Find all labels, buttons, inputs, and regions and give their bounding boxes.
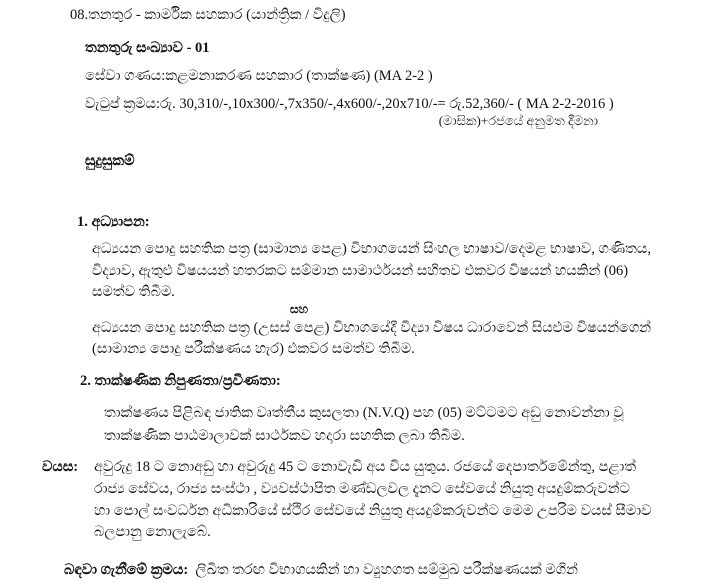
technical-line: තාක්ෂණය පිළිබඳ ජාතික වෘත්තීය කුසලතා (N.V.Q) පහ (05) මට්ටමට අඩු නොවන්නා වූ — [104, 405, 624, 421]
education-para2-line: (සාමාන්‍ය පොදු පරීක්ෂණය හැර) එකවර සමත්ව තිබීම. — [92, 341, 415, 357]
recruitment-label: බඳවා ගැනීමේ ක්‍රමය: — [64, 562, 189, 578]
education-para1-line: විද්‍යාව, ඇතුළු විෂයයන් හතරකට සම්මාන සාමාර්ථයන් සහිතව එකවර විෂයන් හයකින් (06) — [92, 263, 629, 279]
age-label: වයස: — [42, 459, 79, 475]
technical-line: තාක්ෂණික පාඨමාලාවක් සාර්ථකව හදාරා සහතික ලබා තිබීම. — [104, 428, 465, 444]
education-para2-line: අධ්‍යයන පොදු සහතික පත්‍ර (උසස් පෙළ) විභාගයේදී විද්‍යා විෂය ධාරාවෙන් සියළුම විෂයන්ගෙන් — [92, 320, 652, 336]
age-line: බලපානු නොලැබේ. — [94, 524, 211, 540]
education-and: සහ — [290, 302, 309, 316]
education-heading: 1. අධ්‍යාපන: — [77, 214, 150, 230]
salary-scale: වැටුප් ක්‍රමය:රු. 30,310/-,10x300/-,7x350/-,4x600/-,20x710/-= රු.52,360/- ( MA 2-2-2016 ) — [85, 96, 614, 112]
education-para1-line: අධ්‍යයන පොදු සහතික පත්‍ර (සාමාන්‍ය පෙළ) විභාගයෙන් සිංහල භාෂාව/දෙමළ භාෂාව, ගණිතය, — [92, 241, 651, 257]
education-para1-line: සමත්ව තිබීම. — [92, 284, 175, 300]
technical-heading: 2. තාක්ෂණික නිපුණතා/ප්‍රවීණතා: — [80, 373, 281, 389]
service-category: සේවා ගණය:කළමනාකරණ සහකාර (තාක්ෂණ) (MA 2-2 ) — [85, 68, 433, 84]
recruitment-method — [64, 561, 578, 579]
salary-note: (මාසික)+රජයේ අනුමත දීමනා — [438, 113, 598, 128]
age-line: හා පොල් සංවර්ධන අධිකාරියේ ස්ථිර සේවයේ නියුතු අයදුම්කරුවන්ට මෙම උපරිම වයස් සීමාව — [94, 503, 652, 519]
recruitment-value: ලිඛිත තරඟ විභාගයකින් හා ව්‍යුහගත සම්මුඛ පරීක්ෂණයක් මගින් — [195, 562, 578, 578]
age-line: රාජ්‍ය සේවය, රාජ්‍ය සංස්ථා , ව්‍යවස්ථාපිත මණ්ඩලවල දැනට සේවයේ නියුතු අයදුම්කරුවන්ට — [94, 481, 630, 497]
post-title: 08.තනතුර - කාර්මික සහකාර (යාන්ත්‍රික / විදුලි) — [70, 7, 346, 23]
qualifications-heading: සුදුසුකම් — [85, 153, 135, 169]
age-line: අවුරුදු 18 ට නොඅඩු හා අවුරුදු 45 ට නොවැඩි අය විය යුතුය. රජයේ දෙපාර්තමේන්තු, පළාත් — [94, 459, 637, 475]
vacancy-count: තනතුරු සංඛ්‍යාව - 01 — [85, 40, 210, 56]
